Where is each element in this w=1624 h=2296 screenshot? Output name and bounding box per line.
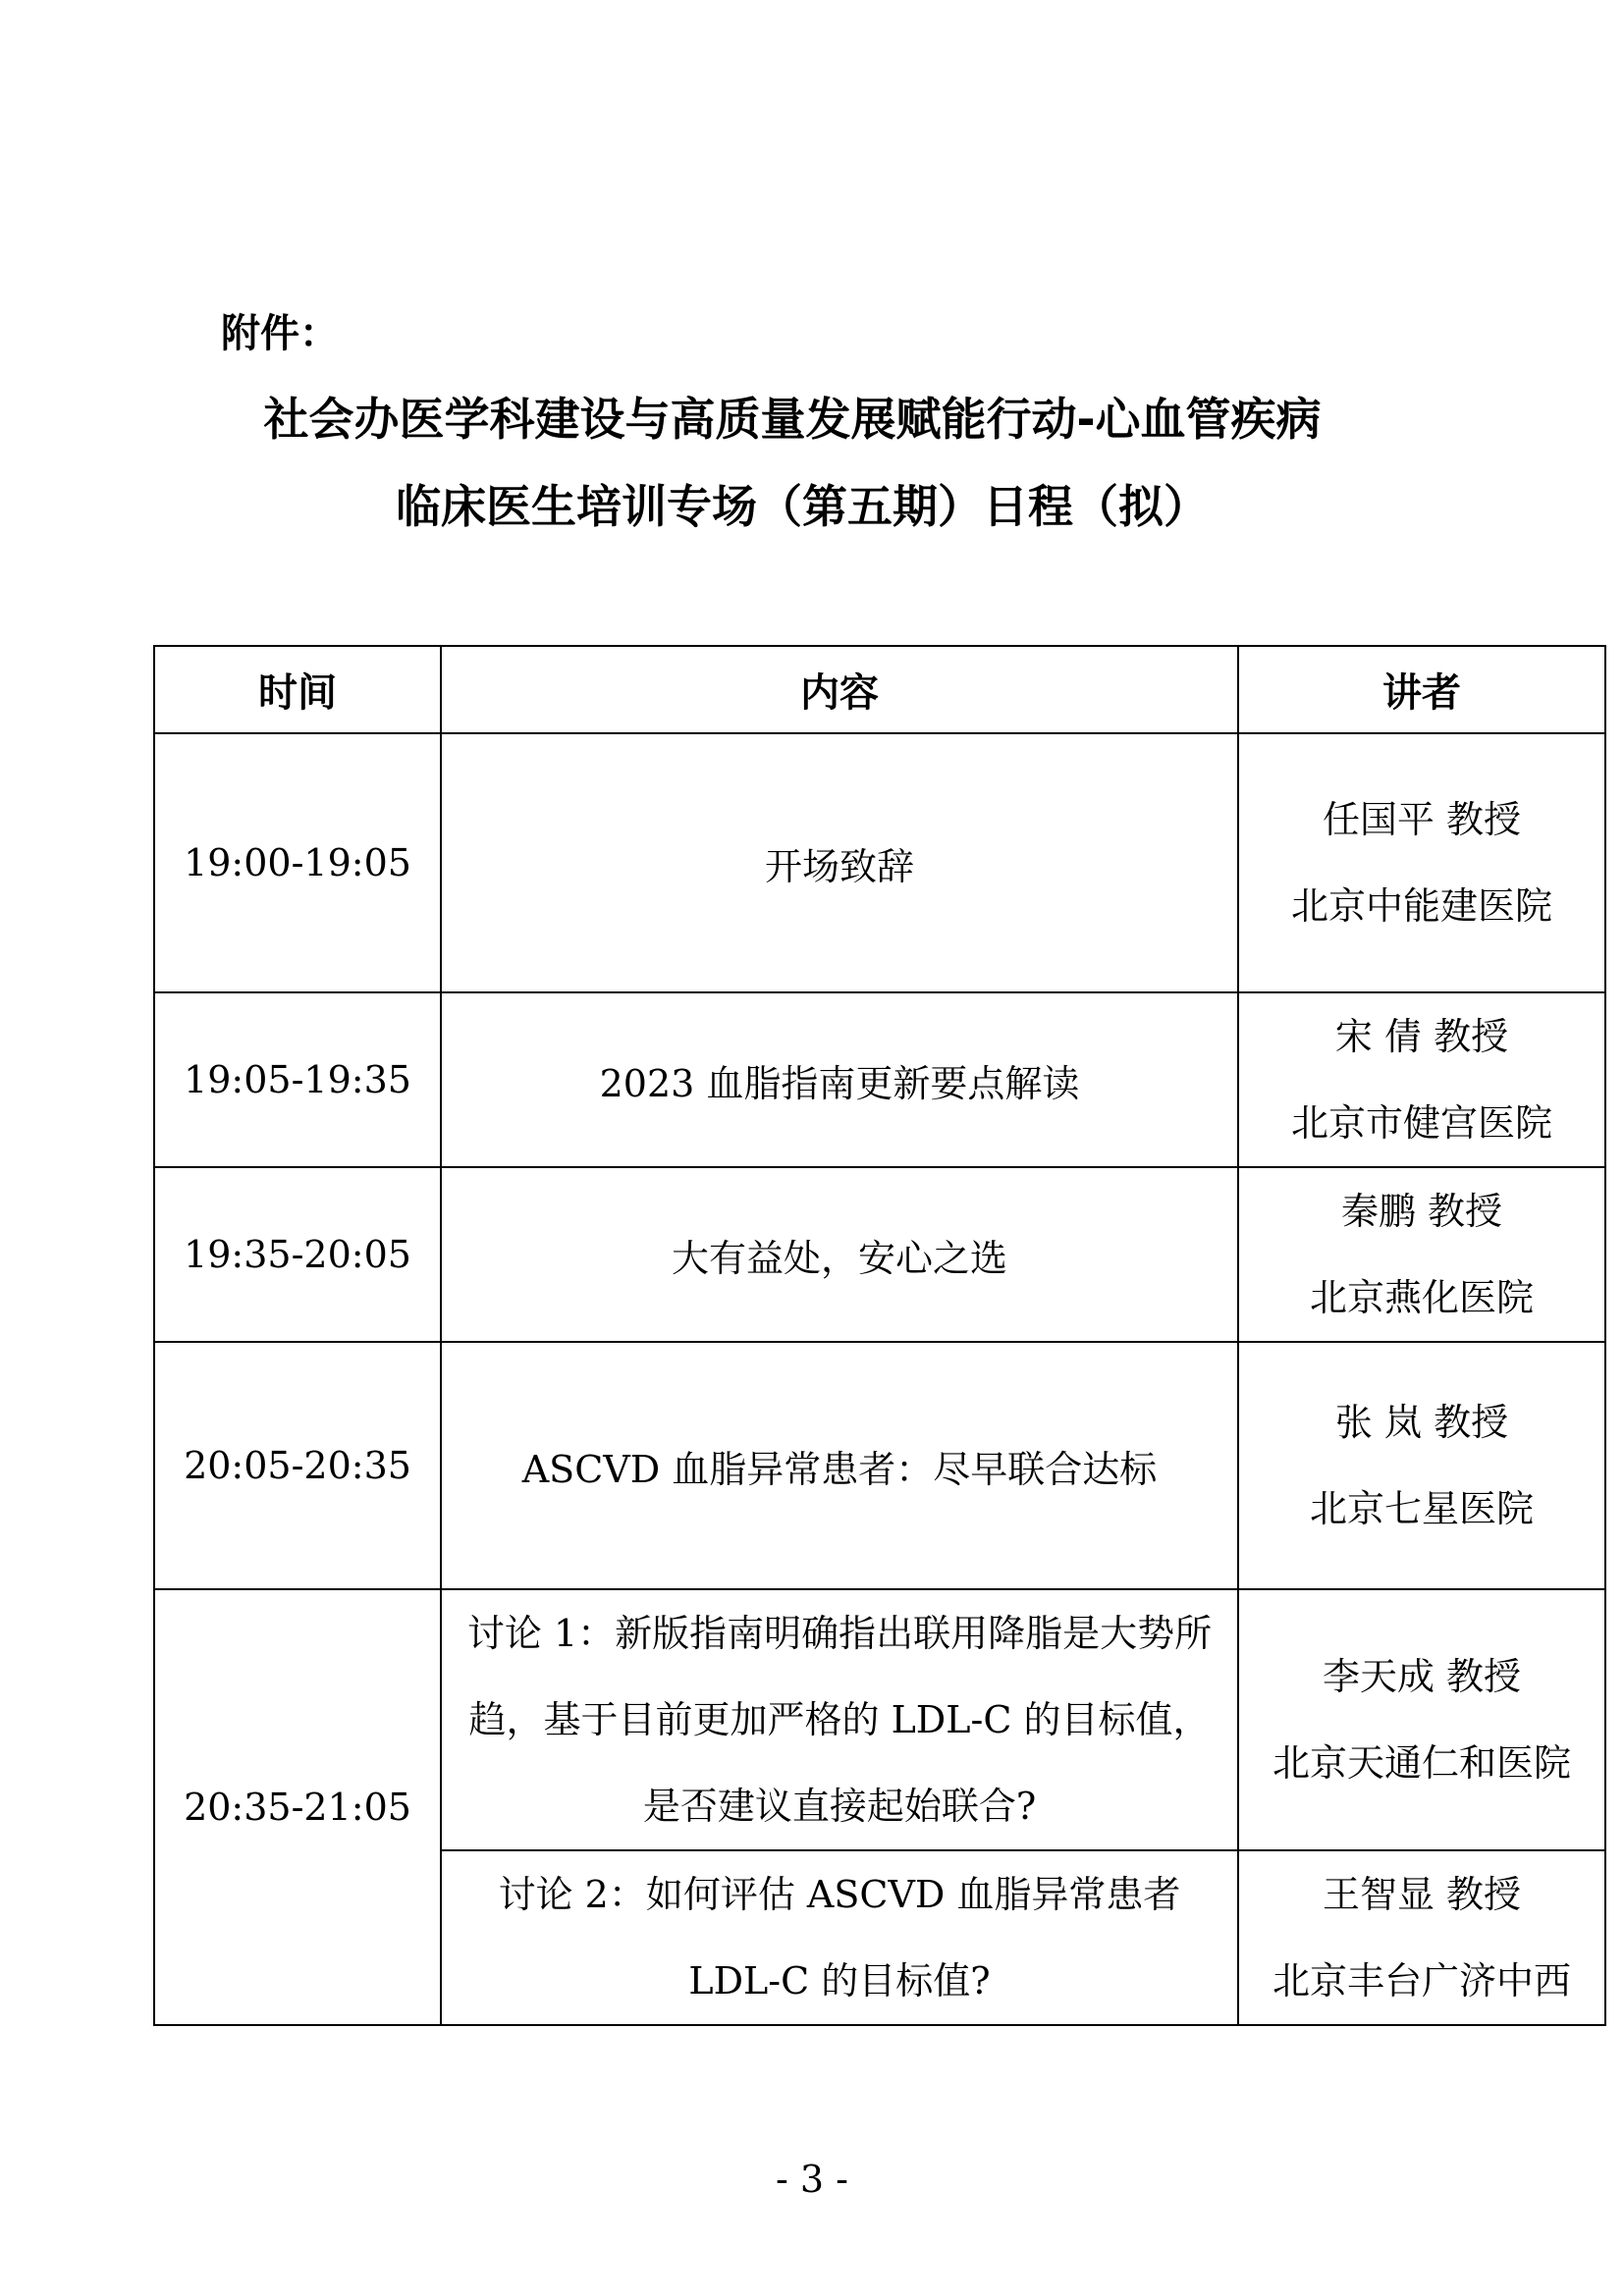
speaker-organization: 北京七星医院 — [1309, 1487, 1534, 1530]
speaker-organization: 北京丰台广济中西 — [1272, 1959, 1571, 2002]
time-cell: 19:05-19:35 — [154, 992, 441, 1167]
speaker-name: 任国平 教授 — [1322, 798, 1522, 841]
speaker-organization: 北京中能建医院 — [1290, 884, 1552, 928]
speaker-name: 张 岚 教授 — [1334, 1401, 1509, 1444]
document-title-line-2: 临床医生培训专场（第五期）日程（拟） — [396, 480, 1209, 533]
speaker-cell — [1238, 1589, 1605, 1850]
speaker-cell — [1238, 733, 1605, 992]
content-cell: ASCVD 血脂异常患者：尽早联合达标 — [441, 1342, 1238, 1589]
speaker-name: 王智显 教授 — [1322, 1873, 1522, 1916]
table-row — [154, 1167, 1605, 1342]
table-header-row — [154, 646, 1605, 733]
speaker-organization: 北京燕化医院 — [1309, 1276, 1534, 1319]
header-content: 内容 — [441, 646, 1238, 733]
schedule-table — [153, 645, 1606, 2026]
speaker-organization: 北京市健宫医院 — [1290, 1101, 1552, 1145]
table-row — [154, 1342, 1605, 1589]
speaker-name: 李天成 教授 — [1322, 1655, 1522, 1698]
content-cell: 2023 血脂指南更新要点解读 — [441, 992, 1238, 1167]
table-row — [154, 1589, 1605, 1850]
time-cell: 19:00-19:05 — [154, 733, 441, 992]
discussion-content-cell — [441, 1850, 1238, 2025]
discussion-text: 讨论 1：新版指南明确指出联用降脂是大势所趋，基于目前更加严格的 LDL-C 的目标值，是否建议直接起始联合? — [466, 1612, 1213, 1828]
time-cell: 20:05-20:35 — [154, 1342, 441, 1589]
content-cell: 开场致辞 — [441, 733, 1238, 992]
discussion-content-cell — [441, 1589, 1238, 1850]
speaker-cell — [1238, 1167, 1605, 1342]
table-row — [154, 733, 1605, 992]
speaker-organization: 北京天通仁和医院 — [1272, 1741, 1571, 1785]
attachment-label: 附件： — [221, 311, 339, 356]
time-cell: 20:35-21:05 — [154, 1589, 441, 2025]
header-time: 时间 — [154, 646, 441, 733]
content-cell: 大有益处，安心之选 — [441, 1167, 1238, 1342]
speaker-name: 宋 倩 教授 — [1334, 1015, 1509, 1058]
speaker-cell — [1238, 1342, 1605, 1589]
speaker-cell — [1238, 992, 1605, 1167]
table-row — [154, 992, 1605, 1167]
discussion-text: 讨论 2：如何评估 ASCVD 血脂异常患者 LDL-C 的目标值? — [498, 1873, 1181, 2002]
speaker-cell — [1238, 1850, 1605, 2025]
page-number: - 3 - — [775, 2158, 848, 2201]
header-speaker: 讲者 — [1238, 646, 1605, 733]
time-cell: 19:35-20:05 — [154, 1167, 441, 1342]
document-title-line-1: 社会办医学科建设与高质量发展赋能行动-心血管疾病 — [263, 393, 1322, 446]
speaker-name: 秦鹏 教授 — [1340, 1190, 1503, 1233]
